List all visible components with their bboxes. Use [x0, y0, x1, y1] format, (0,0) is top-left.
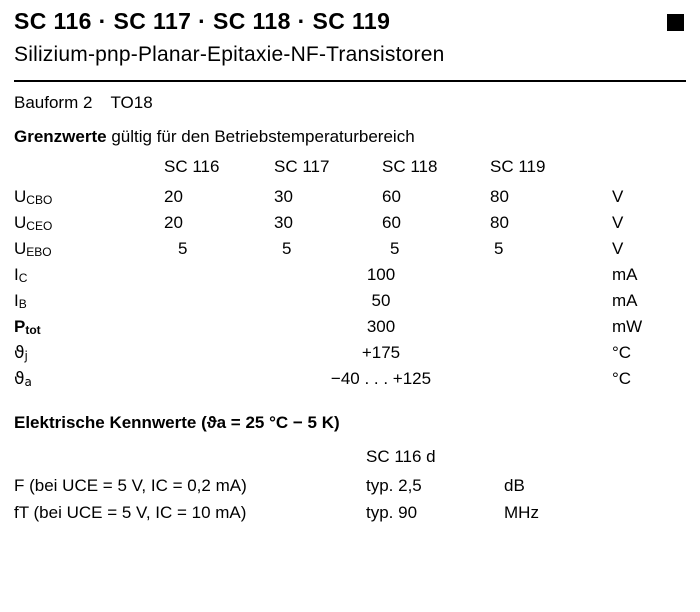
row-span-value: +175 [361, 343, 401, 362]
table-row [14, 317, 686, 343]
table-row [14, 187, 686, 213]
symbol-sub: CEO [26, 219, 53, 233]
table-row [14, 213, 686, 239]
limits-col-1: SC 116 [164, 157, 220, 176]
row-value-3: 60 [382, 213, 401, 232]
row-symbol [14, 343, 164, 369]
row-value-4: 80 [490, 187, 509, 206]
symbol-main: ϑ [14, 369, 25, 389]
row-value-2: 5 [282, 239, 292, 258]
row-value-4: 5 [494, 239, 504, 258]
row-unit: mW [612, 317, 643, 336]
row-unit: mA [612, 265, 638, 284]
limits-heading-rest: gültig für den Betriebstemperaturbereich [106, 127, 415, 146]
row-unit: V [612, 187, 624, 206]
row-value-3: 60 [382, 187, 401, 206]
row-span-value: 300 [366, 317, 396, 336]
electrical-col-desc [14, 447, 366, 476]
symbol-sub: B [18, 297, 27, 311]
row-symbol [14, 369, 164, 395]
electrical-unit: MHz [504, 503, 539, 522]
electrical-col-type: SC 116 d [366, 447, 436, 466]
row-unit: V [612, 239, 624, 258]
electrical-description: F (bei UCE = 5 V, IC = 0,2 mA) [14, 476, 247, 495]
limits-col-5 [598, 157, 686, 187]
electrical-description: fT (bei UCE = 5 V, IC = 10 mA) [14, 503, 247, 522]
symbol-sub: a [24, 375, 32, 389]
limits-table [14, 157, 686, 395]
black-square-icon [667, 14, 684, 31]
symbol-sub: EBO [26, 245, 52, 259]
table-row [14, 503, 686, 530]
electrical-table [14, 447, 686, 530]
row-symbol [14, 213, 164, 239]
symbol-main: P [14, 317, 26, 336]
limits-col-0 [14, 157, 164, 187]
row-symbol [14, 265, 164, 291]
row-span-value: 50 [371, 291, 391, 310]
header-row [14, 0, 686, 35]
electrical-unit: dB [504, 476, 525, 495]
row-unit: mA [612, 291, 638, 310]
table-row [14, 265, 686, 291]
row-span-value: 100 [366, 265, 396, 284]
page-title: SC 116 · SC 117 · SC 118 · SC 119 [14, 8, 391, 34]
symbol-main: I [14, 291, 19, 310]
symbol-main: U [14, 239, 27, 258]
row-value-3: 5 [390, 239, 400, 258]
table-row [14, 239, 686, 265]
limits-heading [14, 127, 686, 147]
row-symbol [14, 187, 164, 213]
table-row [14, 291, 686, 317]
symbol-main: I [14, 265, 19, 284]
row-unit: V [612, 213, 624, 232]
table-row [14, 369, 686, 395]
row-value-2: 30 [274, 187, 293, 206]
table-row [14, 476, 686, 503]
electrical-typ: typ. 90 [366, 503, 418, 522]
bauform-label: Bauform 2 [14, 93, 93, 112]
electrical-typ: typ. 2,5 [366, 476, 422, 495]
table-row [14, 343, 686, 369]
row-symbol [14, 317, 164, 343]
limits-col-2: SC 117 [274, 157, 330, 176]
symbol-sub: tot [25, 323, 41, 337]
limits-col-4: SC 119 [490, 157, 546, 176]
row-symbol [14, 291, 164, 317]
symbol-main: U [14, 213, 27, 232]
row-value-1: 20 [164, 187, 183, 206]
row-value-4: 80 [490, 213, 509, 232]
symbol-main: ϑ [14, 343, 25, 363]
divider-top [14, 80, 686, 82]
row-symbol [14, 239, 164, 265]
limits-heading-bold: Grenzwerte [14, 127, 107, 146]
bauform-value: TO18 [110, 93, 153, 112]
row-value-2: 30 [274, 213, 293, 232]
page-subtitle: Silizium-pnp-Planar-Epitaxie-NF-Transistoren [14, 43, 445, 66]
limits-col-3: SC 118 [382, 157, 438, 176]
row-value-1: 5 [178, 239, 188, 258]
row-unit: °C [612, 369, 632, 388]
row-value-1: 20 [164, 213, 183, 232]
bauform-row [14, 93, 686, 113]
electrical-column-headers [14, 447, 686, 476]
symbol-sub: CBO [26, 193, 53, 207]
row-unit: °C [612, 343, 632, 362]
row-span-value: −40 . . . +125 [330, 369, 432, 388]
electrical-heading: Elektrische Kennwerte (ϑa = 25 °C − 5 K) [14, 413, 340, 432]
electrical-col-unit [504, 447, 686, 476]
symbol-sub: C [18, 271, 28, 285]
limits-column-headers [14, 157, 686, 187]
symbol-main: U [14, 187, 27, 206]
symbol-sub: j [24, 349, 28, 363]
